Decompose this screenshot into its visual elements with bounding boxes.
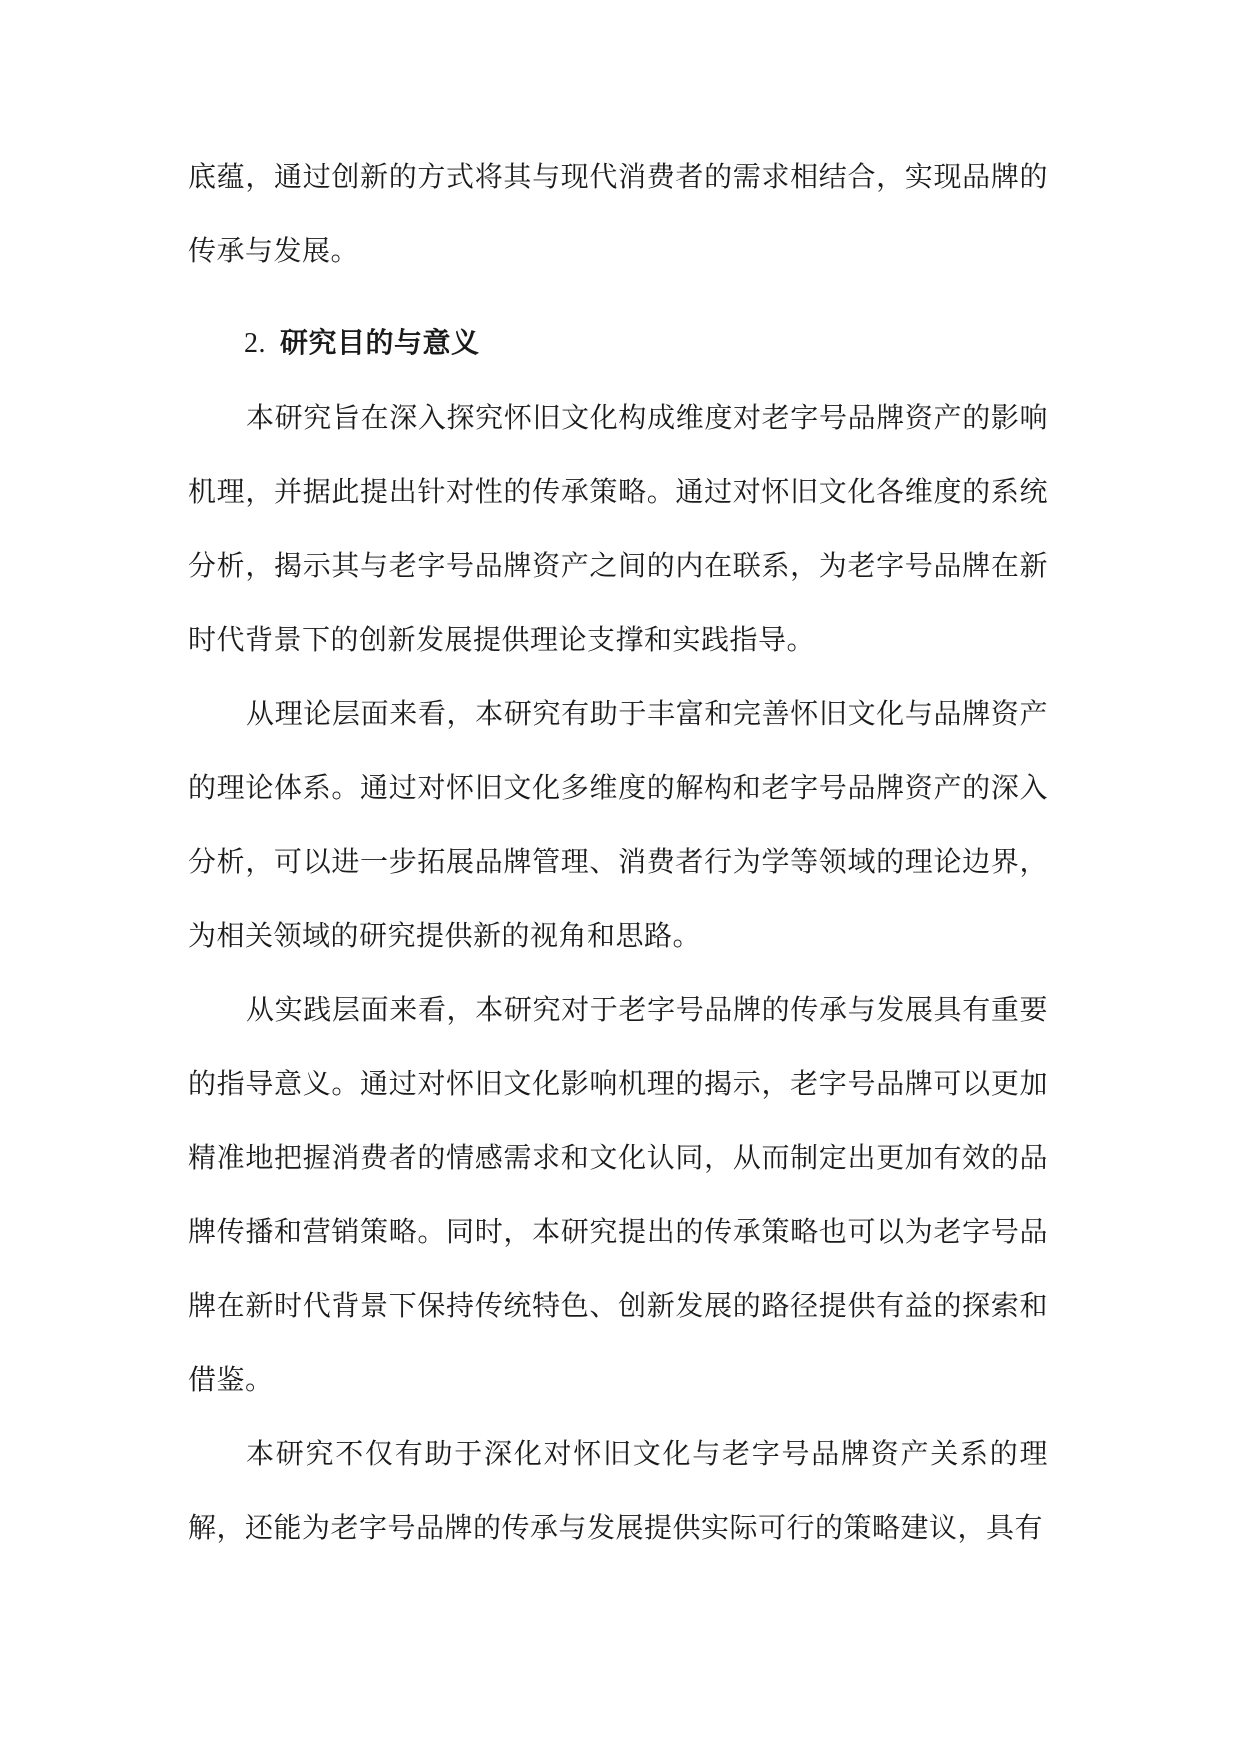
paragraph-summary: 本研究不仅有助于深化对怀旧文化与老字号品牌资产关系的理解，还能为老字号品牌的传承与发展提供实际可行的策略建议，具有	[188, 1437, 1048, 1544]
section-title: 研究目的与意义	[280, 326, 480, 359]
paragraph-theoretical-significance: 从理论层面来看，本研究有助于丰富和完善怀旧文化与品牌资产的理论体系。通过对怀旧文化多维度的解构和老字号品牌资产的深入分析，可以进一步拓展品牌管理、消费者行为学等领域的理论边界，为相关领域的研究提供新的视角和思路。	[188, 697, 1048, 952]
section-heading	[188, 306, 1048, 381]
paragraph-purpose: 本研究旨在深入探究怀旧文化构成维度对老字号品牌资产的影响机理，并据此提出针对性的传承策略。通过对怀旧文化各维度的系统分析，揭示其与老字号品牌资产之间的内在联系，为老字号品牌在新时代背景下的创新发展提供理论支撑和实践指导。	[188, 401, 1048, 656]
continuation-paragraph: 底蕴，通过创新的方式将其与现代消费者的需求相结合，实现品牌的传承与发展。	[188, 160, 1048, 267]
paragraph-practical-significance: 从实践层面来看，本研究对于老字号品牌的传承与发展具有重要的指导意义。通过对怀旧文化影响机理的揭示，老字号品牌可以更加精准地把握消费者的情感需求和文化认同，从而制定出更加有效的品牌传播和营销策略。同时，本研究提出的传承策略也可以为老字号品牌在新时代背景下保持传统特色、创新发展的路径提供有益的探索和借鉴。	[188, 993, 1048, 1396]
document-body	[188, 140, 1048, 1565]
section-number: 2.	[244, 328, 266, 359]
